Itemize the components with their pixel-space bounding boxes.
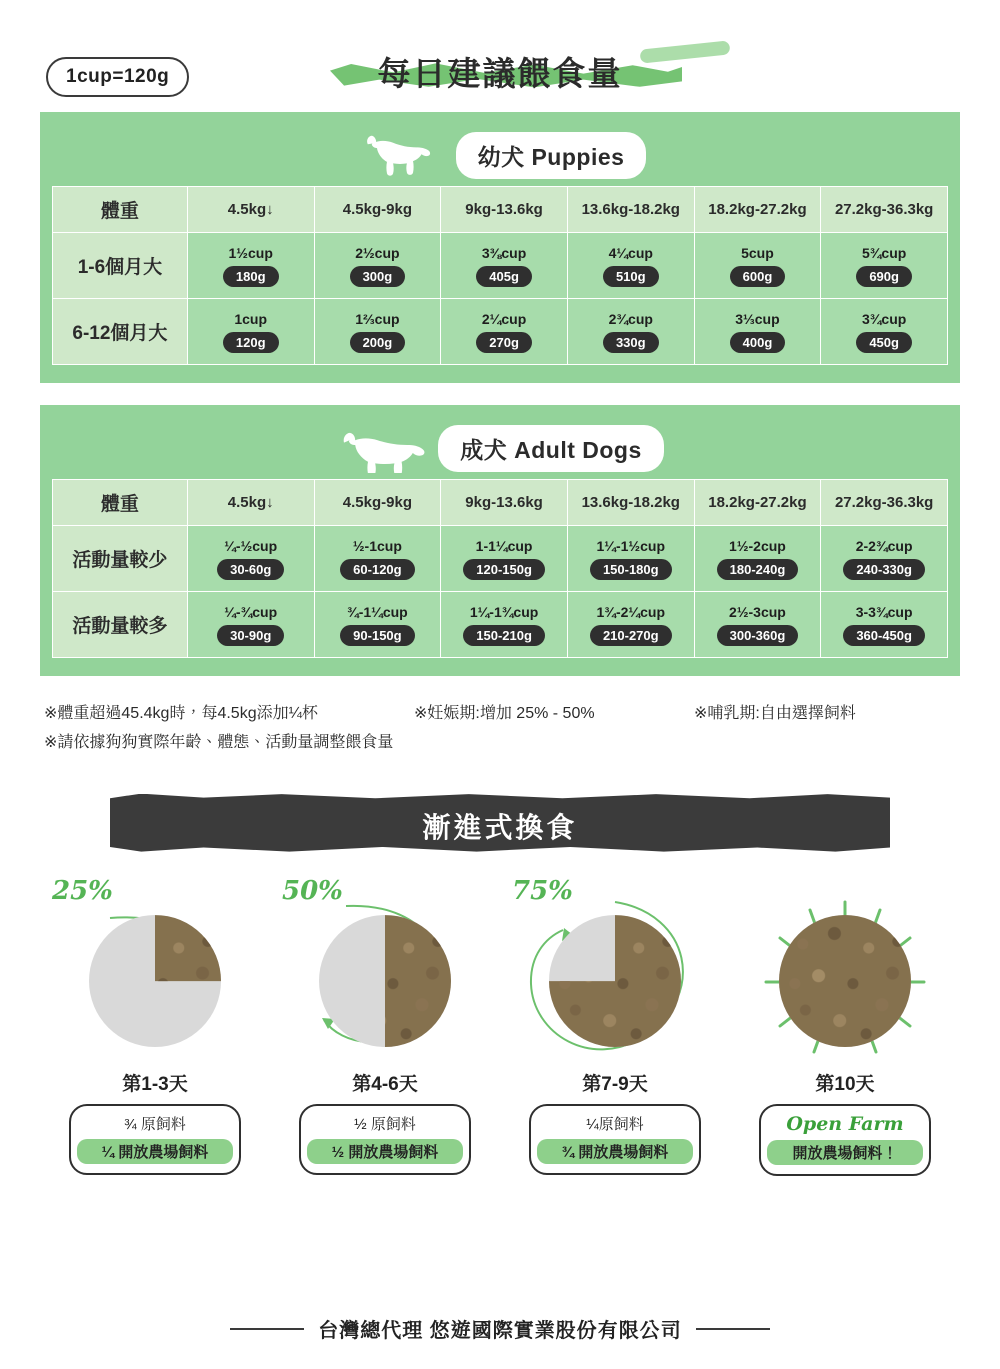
step-2-old-food: ½ 原飼料	[354, 1115, 416, 1133]
gram-badge: 180g	[223, 266, 279, 287]
gram-badge: 450g	[856, 332, 912, 353]
cell	[694, 592, 821, 658]
gram-badge: 300-360g	[717, 625, 799, 646]
transition-step-3	[500, 875, 730, 1176]
gram-badge: 330g	[603, 332, 659, 353]
cell	[821, 233, 948, 299]
cup-value: 1⅔cup	[355, 310, 400, 327]
cell	[441, 233, 568, 299]
step-1-ratio	[69, 1104, 241, 1175]
gram-badge: 150-180g	[590, 559, 672, 580]
cell	[567, 526, 694, 592]
table-row	[53, 299, 948, 365]
cell	[187, 592, 314, 658]
col-header-w3: 9kg-13.6kg	[441, 480, 568, 526]
cell	[441, 526, 568, 592]
col-header-w1: 4.5kg↓	[187, 480, 314, 526]
cup-value: 4¼cup	[608, 244, 653, 261]
col-header-w5: 18.2kg-27.2kg	[694, 187, 821, 233]
adults-section-label: 成犬 Adult Dogs	[438, 425, 664, 472]
col-header-w6: 27.2kg-36.3kg	[821, 480, 948, 526]
cup-value: 1cup	[234, 310, 268, 327]
step-1-kibble-fill	[89, 915, 221, 1047]
gram-badge: 150-210g	[463, 625, 545, 646]
cup-value: 1½cup	[228, 244, 273, 261]
gram-badge: 240-330g	[843, 559, 925, 580]
transition-step-1	[40, 875, 270, 1176]
puppies-section-label: 幼犬 Puppies	[456, 132, 647, 179]
step-2-day: 第4-6天	[352, 1073, 418, 1095]
cell	[694, 526, 821, 592]
dog-adult-icon	[336, 425, 428, 471]
page-title: 每日建議餵食量	[377, 55, 623, 92]
gram-badge: 120g	[223, 332, 279, 353]
cup-value: 2½-3cup	[729, 603, 786, 620]
step-4-brand: Open Farm	[786, 1112, 904, 1135]
cup-value: ¼-¾cup	[224, 603, 278, 620]
cup-value: 3⅓cup	[735, 310, 780, 327]
cell	[187, 526, 314, 592]
gram-badge: 510g	[603, 266, 659, 287]
step-4-day: 第10天	[815, 1073, 875, 1095]
cup-value: 5cup	[741, 244, 774, 261]
row-label-low-activity: 活動量較少	[53, 526, 188, 592]
step-3-percent: 75%	[512, 875, 573, 906]
cell	[441, 299, 568, 365]
cup-value: 3⅜cup	[481, 244, 527, 261]
gram-badge: 405g	[476, 266, 532, 287]
step-3-ratio	[529, 1104, 701, 1175]
gram-badge: 400g	[730, 332, 786, 353]
notes-row-1	[44, 700, 956, 729]
col-header-w1: 4.5kg↓	[187, 187, 314, 233]
cup-value: ½-1cup	[352, 537, 402, 554]
gram-badge: 600g	[730, 266, 786, 287]
cup-value: 1-1¼cup	[475, 537, 533, 554]
cup-value: 3¾cup	[861, 310, 907, 327]
col-header-w4: 13.6kg-18.2kg	[567, 480, 694, 526]
note-weight-over: ※體重超過45.4kg時，每4.5kg添加¼杯	[44, 705, 318, 722]
footer-divider-left	[230, 1328, 304, 1330]
step-4-ratio	[759, 1104, 931, 1176]
gram-badge: 360-450g	[843, 625, 925, 646]
step-2-new-food: ½ 開放農場飼料	[307, 1139, 463, 1164]
gram-badge: 90-150g	[340, 625, 414, 646]
notes-block	[44, 700, 956, 758]
step-2-ratio	[299, 1104, 471, 1175]
step-3-day: 第7-9天	[582, 1073, 648, 1095]
gram-badge: 200g	[350, 332, 406, 353]
cup-value: 1¼-1½cup	[596, 537, 665, 554]
step-3-bowl-wrap	[500, 904, 730, 1059]
puppies-band	[52, 124, 948, 186]
cell	[314, 233, 441, 299]
footer	[0, 1314, 1000, 1343]
cell	[314, 526, 441, 592]
cell	[567, 299, 694, 365]
cup-value: 1¼-1¾cup	[469, 603, 539, 620]
cell	[187, 299, 314, 365]
gram-badge: 60-120g	[340, 559, 414, 580]
table-row	[53, 233, 948, 299]
step-3-old-food: ¼原飼料	[586, 1115, 644, 1133]
puppies-panel	[40, 112, 960, 383]
footer-divider-right	[696, 1328, 770, 1330]
cup-value: 2½cup	[355, 244, 400, 261]
cell	[821, 299, 948, 365]
gram-badge: 210-270g	[590, 625, 672, 646]
step-1-percent: 25%	[52, 875, 113, 906]
cup-value: 3-3¾cup	[855, 603, 913, 620]
col-header-w2: 4.5kg-9kg	[314, 187, 441, 233]
cup-value: 2¼cup	[481, 310, 527, 327]
gram-badge: 690g	[856, 266, 912, 287]
gram-badge: 30-60g	[217, 559, 284, 580]
adults-band	[52, 417, 948, 479]
cell	[314, 299, 441, 365]
step-2-bowl-wrap	[270, 904, 500, 1059]
gram-badge: 120-150g	[463, 559, 545, 580]
cell	[567, 592, 694, 658]
col-header-w4: 13.6kg-18.2kg	[567, 187, 694, 233]
cup-conversion-badge: 1cup=120g	[46, 57, 189, 97]
row-label-6-12months: 6-12個月大	[53, 299, 188, 365]
notes-row-2	[44, 729, 956, 758]
dog-puppy-icon	[354, 132, 446, 178]
cup-value: ¾-1¼cup	[347, 603, 408, 620]
step-1-day: 第1-3天	[122, 1073, 188, 1095]
cup-value: 2-2¾cup	[855, 537, 913, 554]
step-4-bowl	[779, 915, 911, 1047]
step-1-bowl-wrap	[40, 904, 270, 1059]
cup-value: 2¾cup	[608, 310, 653, 327]
step-4-kibble-fill	[779, 915, 911, 1047]
gram-badge: 270g	[476, 332, 532, 353]
cup-value: 1¾-2¼cup	[596, 603, 665, 620]
gram-badge: 180-240g	[717, 559, 799, 580]
table-header-row	[53, 187, 948, 233]
step-3-kibble-fill	[549, 915, 681, 1047]
table-row	[53, 526, 948, 592]
cell	[821, 592, 948, 658]
transition-steps	[40, 875, 960, 1176]
cell	[314, 592, 441, 658]
step-2-percent: 50%	[282, 875, 343, 906]
cup-value: 5¾cup	[861, 244, 907, 261]
table-header-row	[53, 480, 948, 526]
footer-distributor: 台灣總代理 悠遊國際實業股份有限公司	[318, 1320, 682, 1342]
adults-panel	[40, 405, 960, 676]
cell	[187, 233, 314, 299]
cell	[441, 592, 568, 658]
transition-step-4	[730, 880, 960, 1176]
cell	[694, 299, 821, 365]
step-4-bowl-wrap	[730, 904, 960, 1059]
step-4-new-food: 開放農場飼料！	[767, 1140, 923, 1165]
transition-title: 漸進式換食	[422, 811, 578, 843]
table-row	[53, 592, 948, 658]
col-header-w2: 4.5kg-9kg	[314, 480, 441, 526]
cell	[821, 526, 948, 592]
transition-step-2	[270, 875, 500, 1176]
note-pregnancy: ※妊娠期:增加 25% - 50%	[414, 705, 595, 722]
row-label-high-activity: 活動量較多	[53, 592, 188, 658]
col-header-weight: 體重	[53, 480, 188, 526]
page-header	[0, 0, 1000, 112]
step-2-kibble-fill	[319, 915, 451, 1047]
col-header-w6: 27.2kg-36.3kg	[821, 187, 948, 233]
gram-badge: 300g	[350, 266, 406, 287]
adults-table	[52, 479, 948, 658]
cell	[694, 233, 821, 299]
row-label-1-6months: 1-6個月大	[53, 233, 188, 299]
step-3-bowl	[549, 915, 681, 1047]
puppies-table	[52, 186, 948, 365]
step-2-bowl	[319, 915, 451, 1047]
cup-value: ¼-½cup	[224, 537, 278, 554]
step-1-new-food: ¼ 開放農場飼料	[77, 1139, 233, 1164]
cup-value: 1½-2cup	[729, 537, 786, 554]
cell	[567, 233, 694, 299]
note-adjust: ※請依據狗狗實際年齡、體態、活動量調整餵食量	[44, 733, 394, 751]
gram-badge: 30-90g	[217, 625, 284, 646]
step-1-bowl	[89, 915, 221, 1047]
col-header-w3: 9kg-13.6kg	[441, 187, 568, 233]
note-lactation: ※哺乳期:自由選擇飼料	[694, 705, 856, 722]
transition-header	[0, 794, 1000, 858]
col-header-w5: 18.2kg-27.2kg	[694, 480, 821, 526]
step-3-new-food: ¾ 開放農場飼料	[537, 1139, 693, 1164]
step-1-old-food: ¾ 原飼料	[124, 1115, 186, 1133]
col-header-weight: 體重	[53, 187, 188, 233]
